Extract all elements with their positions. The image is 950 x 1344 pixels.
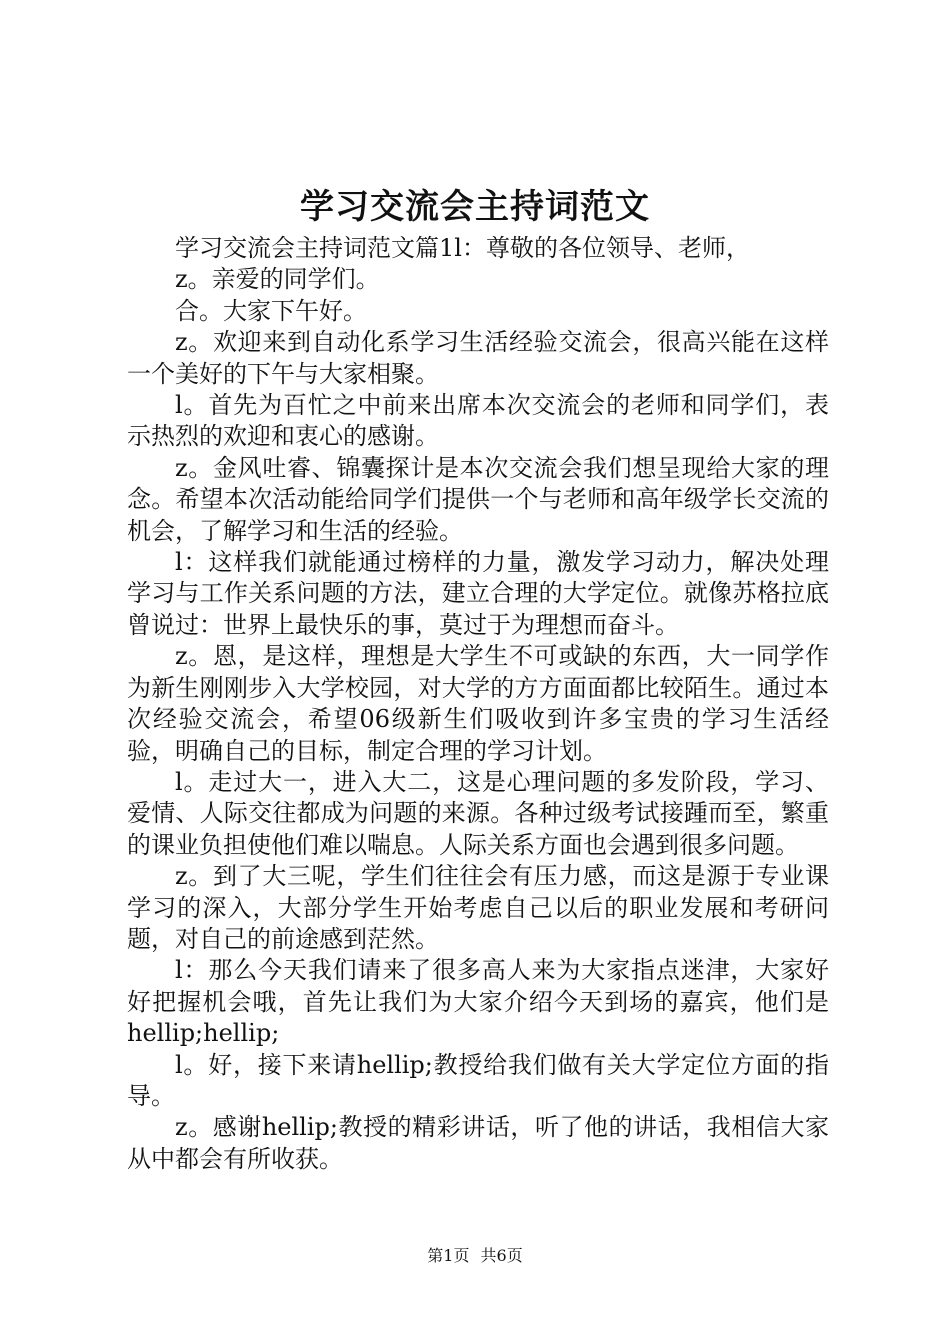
- paragraph: l。首先为百忙之中前来出席本次交流会的老师和同学们，表示热烈的欢迎和衷心的感谢。: [127, 391, 829, 451]
- page-number: 第1页: [427, 1246, 470, 1265]
- paragraph: l。好，接下来请hellip;教授给我们做有关大学定位方面的指导。: [127, 1050, 829, 1110]
- document-title: 学习交流会主持词范文: [300, 187, 650, 227]
- paragraph: 合。大家下午好。: [175, 296, 367, 325]
- paragraph: l。走过大一，进入大二，这是心理问题的多发阶段，学习、爱情、人际交往都成为问题的来源。各种过级考试接踵而至，繁重的课业负担使他们难以喘息。人际关系方面也会遇到很多问题。: [127, 767, 829, 859]
- paragraph: l：那么今天我们请来了很多高人来为大家指点迷津，大家好好把握机会哦，首先让我们为大家介绍今天到场的嘉宾，他们是hellip;hellip;: [127, 956, 829, 1048]
- paragraph: z。感谢hellip;教授的精彩讲话，听了他的讲话，我相信大家从中都会有所收获。: [127, 1113, 829, 1173]
- paragraph: z。欢迎来到自动化系学习生活经验交流会，很高兴能在这样一个美好的下午与大家相聚。: [127, 328, 829, 388]
- paragraph: z。到了大三呢，学生们往往会有压力感，而这是源于专业课学习的深入，大部分学生开始考虑自己以后的职业发展和考研问题，对自己的前途感到茫然。: [127, 862, 829, 953]
- page-total: 共6页: [480, 1246, 523, 1265]
- paragraph: l：这样我们就能通过榜样的力量，激发学习动力，解决处理学习与工作关系问题的方法，建立合理的大学定位。就像苏格拉底曾说过：世界上最快乐的事，莫过于为理想而奋斗。: [127, 548, 829, 639]
- document-body: [127, 233, 829, 1175]
- paragraph: z。亲爱的同学们。: [175, 265, 380, 294]
- paragraph: z。金风吐睿、锦囊探计是本次交流会我们想呈现给大家的理念。希望本次活动能给同学们提供一个与老师和高年级学长交流的机会，了解学习和生活的经验。: [127, 453, 829, 545]
- paragraph: 学习交流会主持词范文篇1l：尊敬的各位领导、老师，: [175, 234, 750, 262]
- paragraph: z。恩，是这样，理想是大学生不可或缺的东西，大一同学作为新生刚刚步入大学校园，对大学的方方面面都比较陌生。通过本次经验交流会，希望06级新生们吸收到许多宝贵的学习生活经验，明确自己的目标，制定合理的学习计划。: [127, 642, 829, 765]
- page-footer: [0, 1245, 950, 1267]
